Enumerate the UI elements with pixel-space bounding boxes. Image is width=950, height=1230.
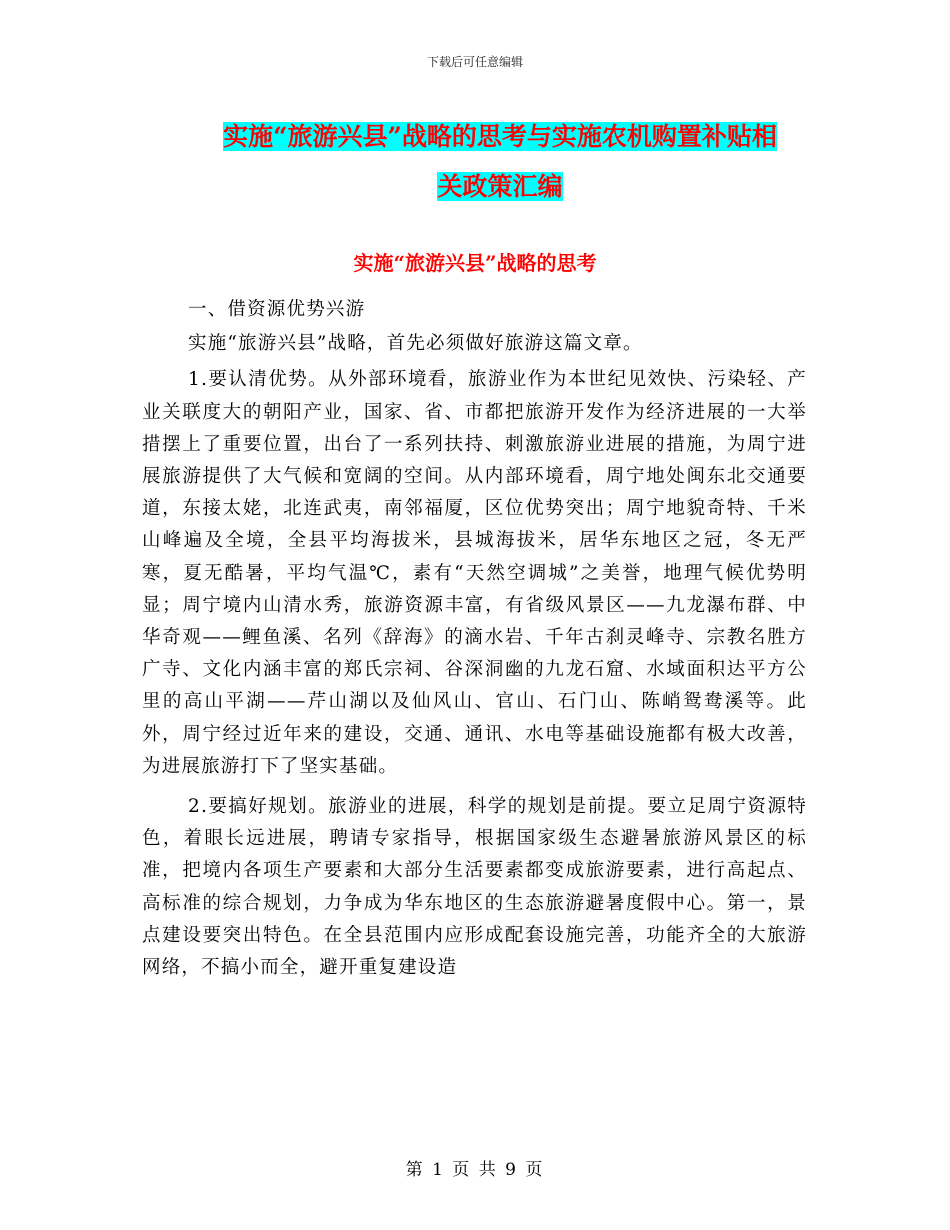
- section-title: 实施“旅游兴县”战略的思考: [353, 251, 597, 275]
- document-title-line-1: 实施“旅游兴县”战略的思考与实施农机购置补贴相: [223, 122, 777, 151]
- intro-paragraph: 实施“旅游兴县”战略，首先必须做好旅游这篇文章。: [188, 333, 643, 355]
- document-title: [150, 112, 850, 212]
- heading-level-1: 一、借资源优势兴游: [188, 299, 366, 320]
- paragraph-2: 2.要搞好规划。旅游业的进展，科学的规划是前提。要立足周宁资源特色，着眼长远进展，聘请专家指导，根据国家级生态避暑旅游风景区的标准，把境内各项生产要素和大部分生活要素都变成旅游要素，进行高起点、高标准的综合规划，力争成为华东地区的生态旅游避暑度假中心。第一，景点建设要突出特色。在全县范围内应形成配套设施完善，功能齐全的大旅游网络，不搞小而全，避开重复建设造: [142, 796, 807, 979]
- document-body: [142, 294, 807, 984]
- header-note: 下载后可任意编辑: [426, 55, 523, 69]
- page-footer: 第 1 页 共 9 页: [405, 1160, 545, 1180]
- document-title-line-2: 关政策汇编: [437, 172, 563, 201]
- paragraph-1: 1.要认清优势。从外部环境看，旅游业作为本世纪见效快、污染轻、产业关联度大的朝阳产业，国家、省、市都把旅游开发作为经济进展的一大举措摆上了重要位置，出台了一系列扶持、刺激旅游业进展的措施，为周宁进展旅游提供了大气候和宽阔的空间。从内部环境看，周宁地处闽东北交通要道，东接太姥，北连武夷，南邻福厦，区位优势突出；周宁地貌奇特、千米山峰遍及全境，全县平均海拔米，县城海拔米，居华东地区之冠，冬无严寒，夏无酷暑，平均气温℃，素有“天然空调城”之美誉，地理气候优势明显；周宁境内山清水秀，旅游资源丰富，有省级风景区——九龙瀑布群、中华奇观——鲤鱼溪、名列《辞海》的滴水岩、千年古刹灵峰寺、宗教名胜方广寺、文化内涵丰富的郑氏宗祠、谷深洞幽的九龙石窟、水域面积达平方公里的高山平湖——芹山湖以及仙风山、官山、石门山、陈峭鸳鸯溪等。此外，周宁经过近年来的建设，交通、通讯、水电等基础设施都有极大改善，为进展旅游打下了坚实基础。: [142, 369, 807, 777]
